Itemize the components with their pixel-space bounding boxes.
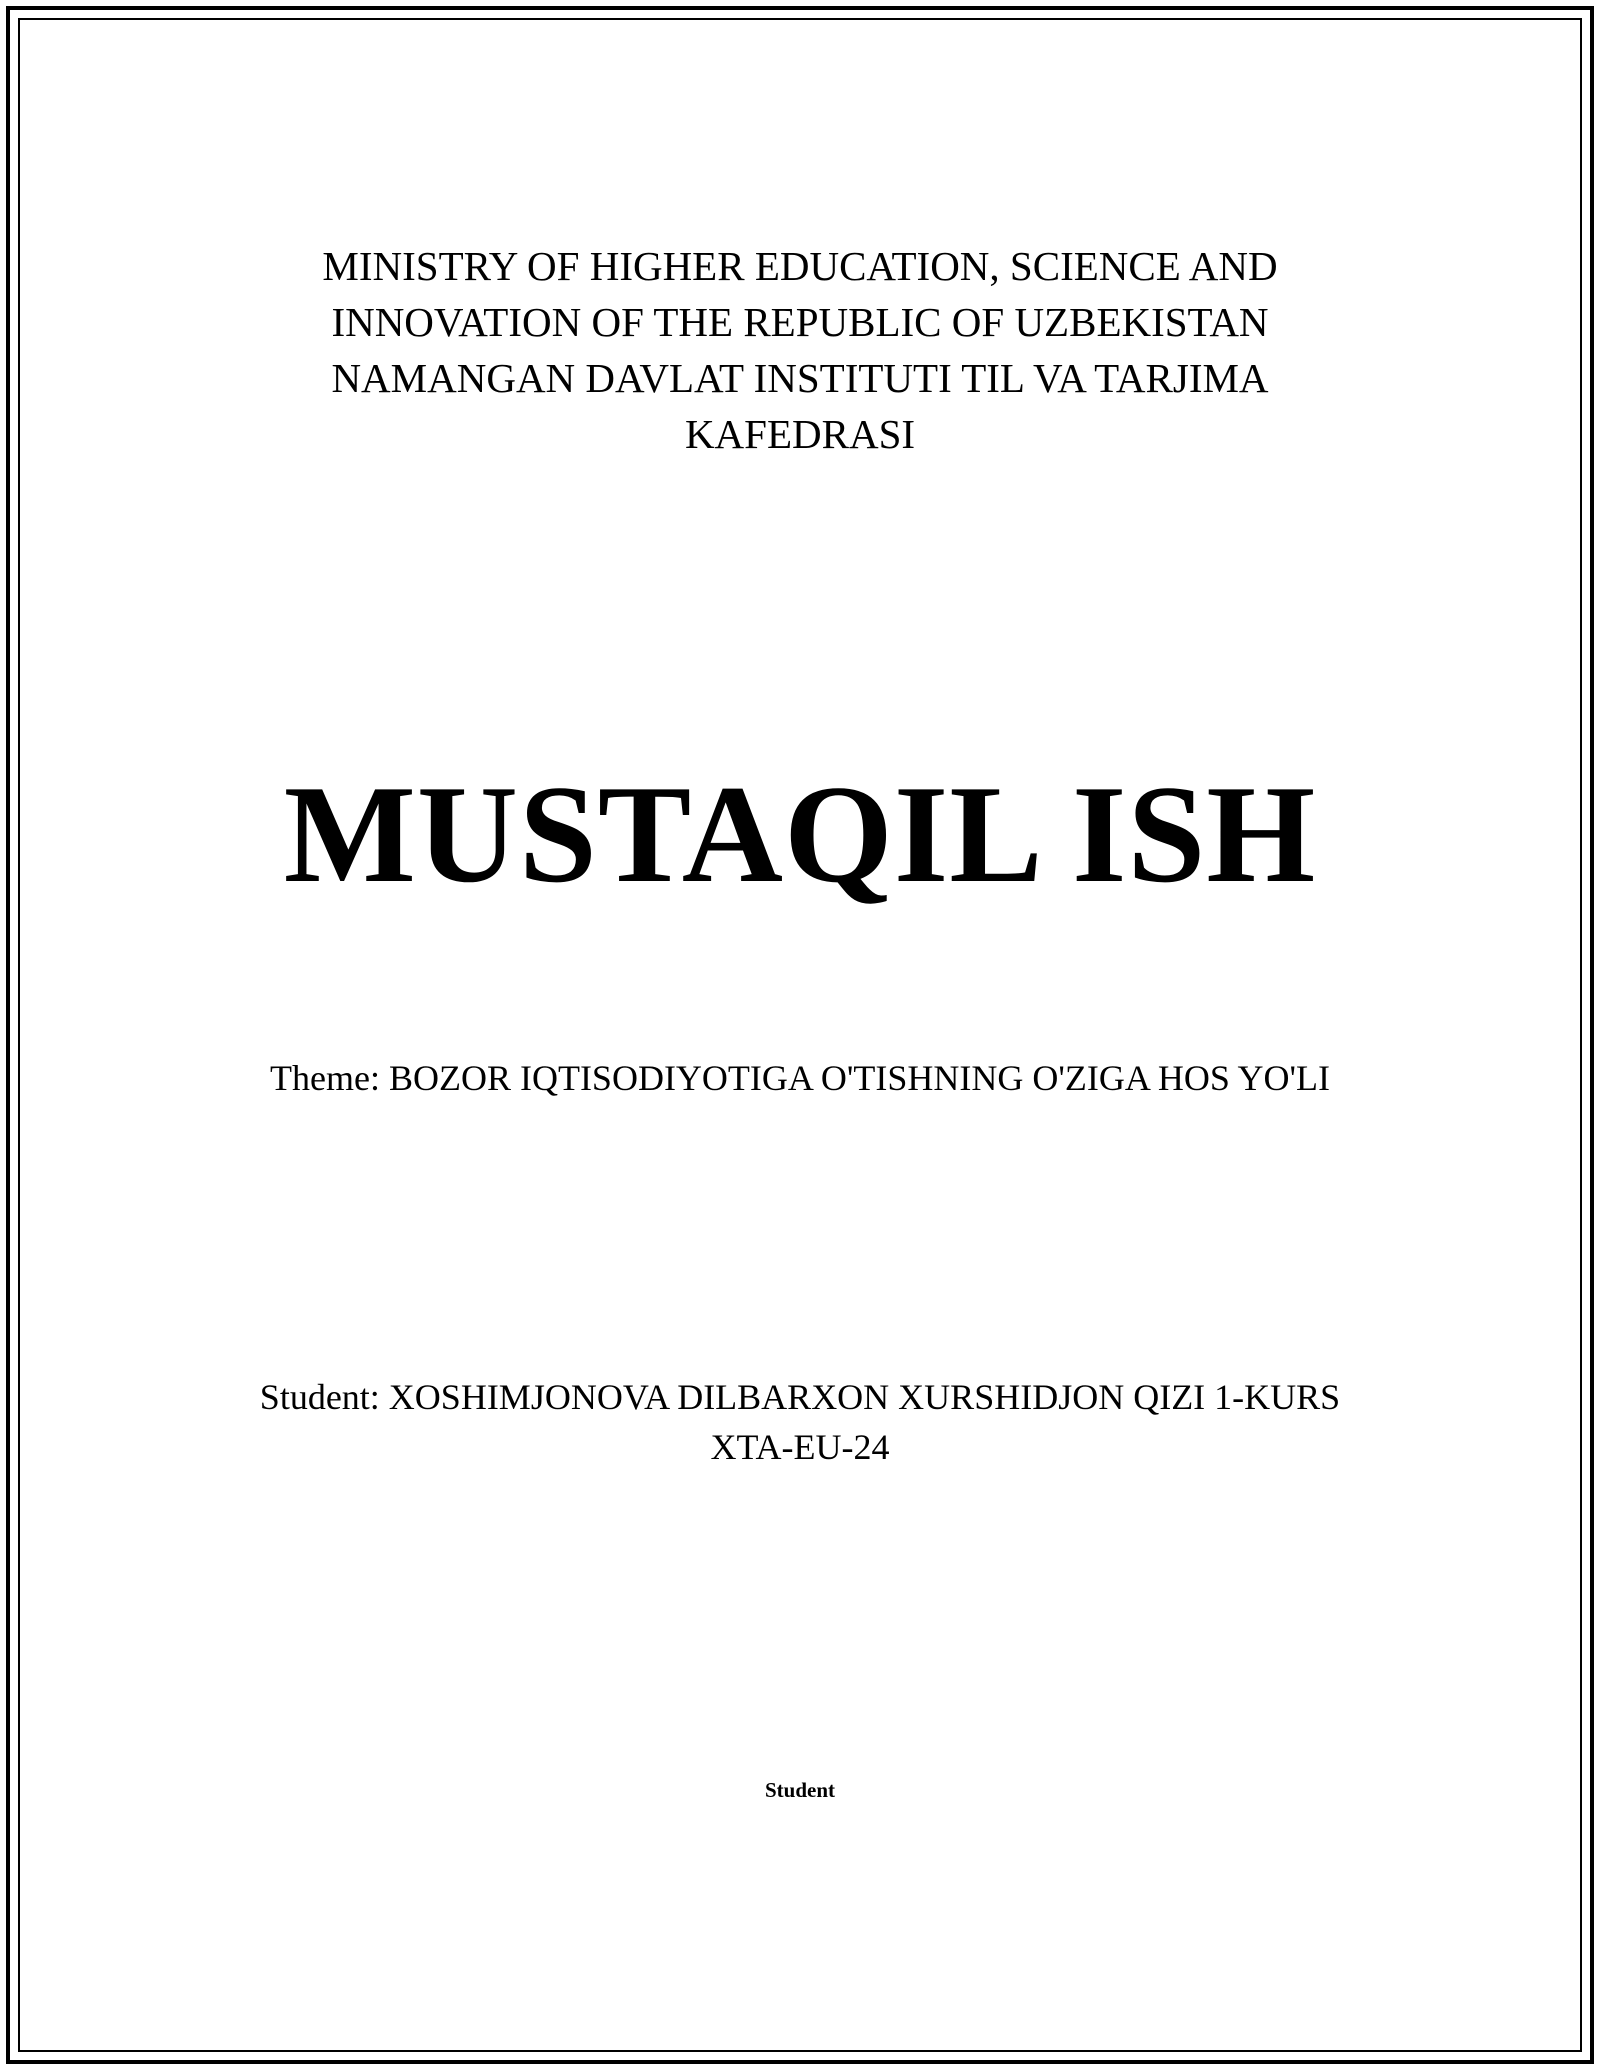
student-footer-label: Student (764, 1778, 836, 1802)
ministry-header (0, 238, 1600, 462)
ministry-line-3: NAMANGAN DAVLAT INSTITUTI TIL VA TARJIMA (331, 355, 1269, 401)
student-info (0, 1372, 1600, 1472)
ministry-line-2: INNOVATION OF THE REPUBLIC OF UZBEKISTAN (331, 299, 1269, 345)
theme-line: Theme: BOZOR IQTISODIYOTIGA O'TISHNING O'ZIGA HOS YO'LI (270, 1058, 1330, 1098)
ministry-line-4: KAFEDRASI (684, 411, 916, 457)
ministry-line-1: MINISTRY OF HIGHER EDUCATION, SCIENCE AND (322, 243, 1278, 289)
student-info-line-1: Student: XOSHIMJONOVA DILBARXON XURSHIDJON QIZI 1-KURS (259, 1377, 1341, 1417)
student-info-line-2: XTA-EU-24 (710, 1427, 890, 1467)
document-title: MUSTAQIL ISH (283, 757, 1317, 912)
